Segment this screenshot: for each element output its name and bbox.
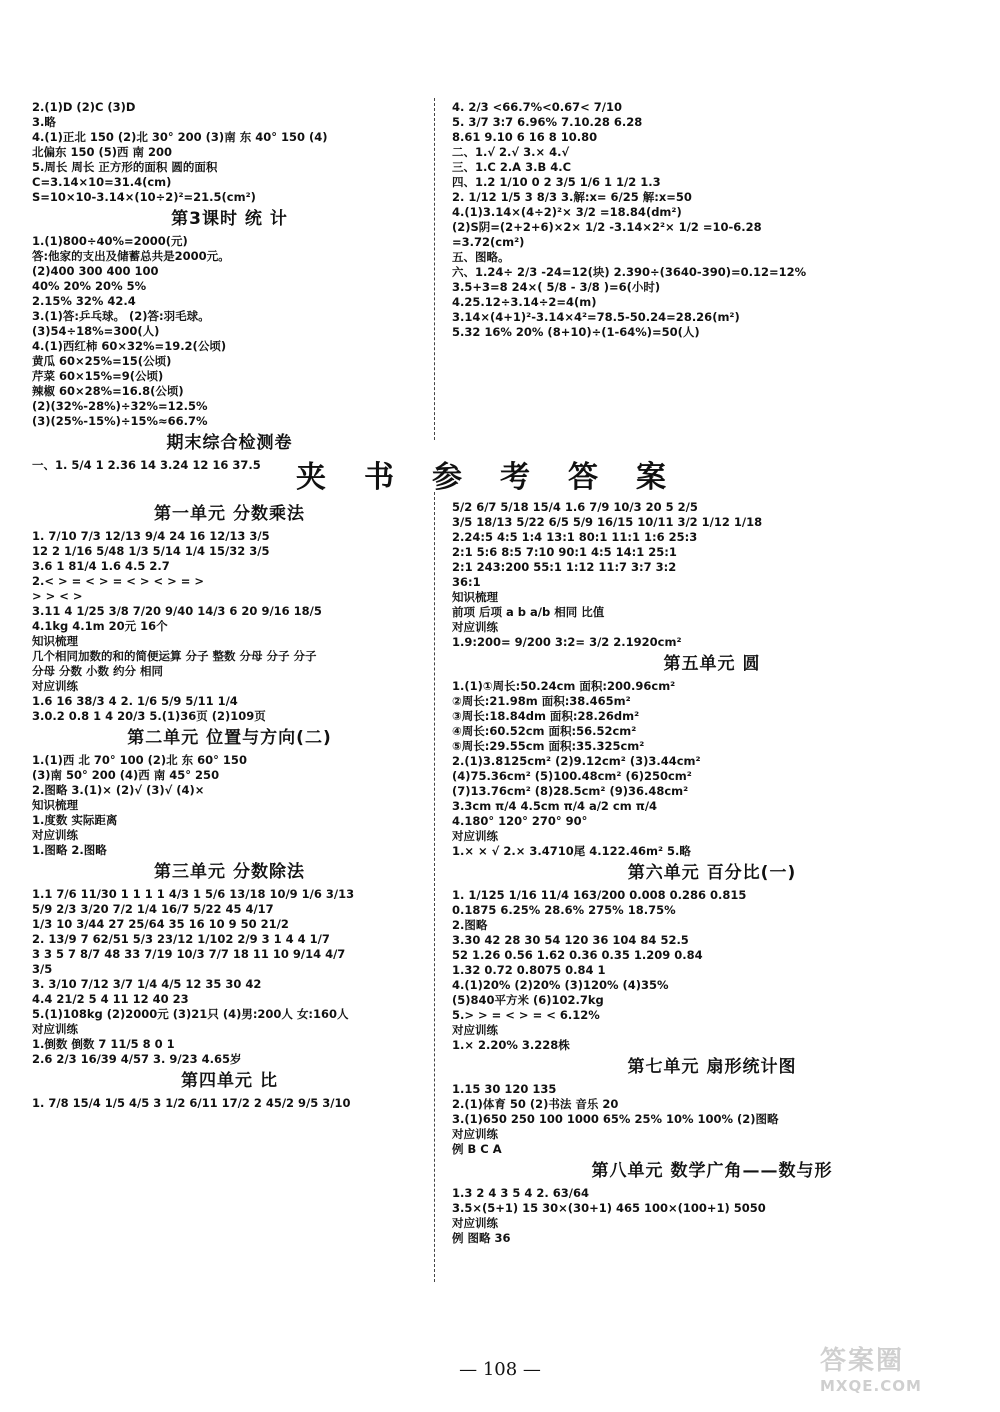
- answer-line: S=10×10-3.14×(10÷2)²=21.5(cm²): [32, 190, 256, 204]
- answer-line: 3.14×(4+1)²-3.14×4²=78.5-50.24=28.26(m²): [452, 310, 740, 324]
- answer-line: 黄瓜 60×25%=15(公顷): [32, 354, 172, 368]
- answer-line: 答:他家的支出及储蓄总共是2000元。: [32, 249, 230, 263]
- answer-line: 1. 1/125 1/16 11/4 163/200 0.008 0.286 0.815: [452, 888, 747, 902]
- answer-line: 3.0.2 0.8 1 4 20/3 5.(1)36页 (2)109页: [32, 709, 266, 723]
- answer-line: 知识梳理: [32, 634, 78, 648]
- answer-line: 1.(1)西 北 70° 100 (2)北 东 60° 150: [32, 753, 247, 767]
- answer-line: 辣椒 60×28%=16.8(公顷): [32, 384, 184, 398]
- answer-line: 5/2 6/7 5/18 15/4 1.6 7/9 10/3 20 5 2/5: [452, 500, 698, 514]
- answer-line: 1.1 7/6 11/30 1 1 1 1 4/3 1 5/6 13/18 10/9 1/6 3/13: [32, 887, 355, 901]
- page-number: — 108 —: [459, 1359, 541, 1380]
- answer-line: 3.30 42 28 30 54 120 36 104 84 52.5: [452, 933, 689, 947]
- column-divider-top: [434, 98, 435, 440]
- answer-line: 2. 1/12 1/5 3 8/3 3.解:x= 6/25 解:x=50: [452, 190, 692, 204]
- answer-line: 3.5+3=8 24×( 5/8 - 3/8 )=6(小时): [452, 280, 661, 294]
- column-divider-bottom: [434, 492, 435, 1282]
- answer-line: 1.15 30 120 135: [452, 1082, 557, 1096]
- answer-line: 4.(1)西红柿 60×32%=19.2(公顷): [32, 339, 227, 353]
- answer-line: 2.(1)D (2)C (3)D: [32, 100, 136, 114]
- answer-line: 六、1.24÷ 2/3 -24=12(块) 2.390÷(3640-390)=0.12=12%: [452, 265, 807, 279]
- answer-line: (3)54÷18%=300(人): [32, 324, 160, 338]
- answer-line: 4.180° 120° 270° 90°: [452, 814, 588, 828]
- answer-line: 3.11 4 1/25 3/8 7/20 9/40 14/3 6 20 9/16 18/5: [32, 604, 322, 618]
- answer-line: > > < >: [32, 589, 83, 603]
- answer-line: 芹菜 60×15%=9(公顷): [32, 369, 164, 383]
- answer-line: C=3.14×10=31.4(cm): [32, 175, 172, 189]
- answer-line: 1.× × √ 2.× 3.4710尾 4.122.46m² 5.略: [452, 844, 691, 858]
- answer-line: ③周长:18.84dm 面积:28.26dm²: [452, 709, 640, 723]
- section-heading: 第七单元 扇形统计图: [627, 1057, 797, 1077]
- answer-line: 1.9:200= 9/200 3:2= 3/2 2.1920cm²: [452, 635, 682, 649]
- answer-line: 5.32 16% 20% (8+10)÷(1-64%)=50(人): [452, 325, 700, 339]
- answer-line: 2:1 5:6 8:5 7:10 90:1 4:5 14:1 25:1: [452, 545, 677, 559]
- answer-line: 1.图略 2.图略: [32, 843, 107, 857]
- answer-line: 几个相同加数的和的简便运算 分子 整数 分母 分子 分子: [32, 649, 317, 663]
- answer-line: 2.6 2/3 16/39 4/57 3. 9/23 4.65岁: [32, 1052, 242, 1066]
- answer-line: 北偏东 150 (5)西 南 200: [32, 145, 173, 159]
- answer-line: (2)S阴=(2+2+6)×2× 1/2 -3.14×2²× 1/2 =10-6.28: [452, 220, 762, 234]
- answer-line: (7)13.76cm² (8)28.5cm² (9)36.48cm²: [452, 784, 689, 798]
- answer-line: 40% 20% 20% 5%: [32, 279, 147, 293]
- answer-line: 5.(1)108kg (2)2000元 (3)21只 (4)男:200人 女:160人: [32, 1007, 349, 1021]
- section-heading: 第五单元 圆: [663, 654, 761, 674]
- answer-line: 2.15% 32% 42.4: [32, 294, 136, 308]
- answer-line: 前项 后项 a b a/b 相同 比值: [452, 605, 605, 619]
- watermark-logo: 答案圈: [820, 1346, 905, 1376]
- answer-line: 2.图略 3.(1)× (2)√ (3)√ (4)×: [32, 783, 205, 797]
- answer-line: 1.3 2 4 3 5 4 2. 63/64: [452, 1186, 589, 1200]
- answer-line: 1/3 10 3/44 27 25/64 35 16 10 9 50 21/2: [32, 917, 289, 931]
- answer-line: 1. 7/8 15/4 1/5 4/5 3 1/2 6/11 17/2 2 45/2 9/5 3/10: [32, 1096, 351, 1110]
- answer-line: ④周长:60.52cm 面积:56.52cm²: [452, 724, 637, 738]
- answer-line: 2.图略: [452, 918, 488, 932]
- watermark-url: MXQE.COM: [820, 1377, 922, 1395]
- answer-line: 2.< > = < > = < > < > = >: [32, 574, 205, 588]
- answer-line: 2. 13/9 7 62/51 5/3 23/12 1/102 2/9 3 1 4 4 1/7: [32, 932, 330, 946]
- section-heading: 第二单元 位置与方向(二): [127, 728, 332, 748]
- answer-line: 3.略: [32, 115, 56, 129]
- answer-line: 知识梳理: [32, 798, 78, 812]
- answer-line: ⑤周长:29.55cm 面积:35.325cm²: [452, 739, 645, 753]
- answer-line: (3)(25%-15%)÷15%≈66.7%: [32, 414, 208, 428]
- answer-line: (3)南 50° 200 (4)西 南 45° 250: [32, 768, 220, 782]
- answer-line: 4. 2/3 <66.7%<0.67< 7/10: [452, 100, 622, 114]
- bottom-right-column: [452, 500, 972, 1246]
- answer-line: 对应训练: [32, 1022, 78, 1036]
- answer-line: (5)840平方米 (6)102.7kg: [452, 993, 604, 1007]
- answer-line: 5.周长 周长 正方形的面积 圆的面积: [32, 160, 218, 174]
- answer-line: (4)75.36cm² (5)100.48cm² (6)250cm²: [452, 769, 692, 783]
- answer-line: 52 1.26 0.56 1.62 0.36 0.35 1.209 0.84: [452, 948, 703, 962]
- main-title: 夹书参考答案: [296, 460, 704, 495]
- answer-line: 1.度数 实际距离: [32, 813, 118, 827]
- bottom-left-column: [32, 500, 427, 1111]
- answer-line: 8.61 9.10 6 16 8 10.80: [452, 130, 598, 144]
- answer-line: 3 3 5 7 8/7 48 33 7/19 10/3 7/7 18 11 10 9/14 4/7: [32, 947, 346, 961]
- section-heading: 第三单元 分数除法: [154, 862, 305, 882]
- answer-line: 五、图略。: [452, 250, 510, 264]
- answer-line: 对应训练: [452, 1127, 498, 1141]
- answer-line: 3.5×(5+1) 15 30×(30+1) 465 100×(100+1) 5050: [452, 1201, 766, 1215]
- answer-line: 1.32 0.72 0.8075 0.84 1: [452, 963, 606, 977]
- section-heading: 第八单元 数学广角——数与形: [591, 1161, 833, 1181]
- section-heading: 第3课时 统 计: [171, 209, 288, 229]
- answer-line: 3.(1)650 250 100 1000 65% 25% 10% 100% (2)图略: [452, 1112, 779, 1126]
- answer-line: 3/5: [32, 962, 53, 976]
- section-heading: 第一单元 分数乘法: [154, 504, 305, 524]
- answer-line: 3. 3/10 7/12 3/7 1/4 4/5 12 35 30 42: [32, 977, 262, 991]
- answer-line: (2)400 300 400 100: [32, 264, 159, 278]
- answer-line: 5. 3/7 3:7 6.96% 7.10.28 6.28: [452, 115, 643, 129]
- answer-line: 4.25.12÷3.14÷2=4(m): [452, 295, 597, 309]
- answer-line: =3.72(cm²): [452, 235, 525, 249]
- answer-line: 4.1kg 4.1m 20元 16个: [32, 619, 168, 633]
- answer-line: 例 B C A: [452, 1142, 502, 1156]
- answer-line: 3/5 18/13 5/22 6/5 5/9 16/15 10/11 3/2 1/12 1/18: [452, 515, 763, 529]
- answer-line: 1.倒数 倒数 7 11/5 8 0 1: [32, 1037, 175, 1051]
- answer-line: 12 2 1/16 5/48 1/3 5/14 1/4 15/32 3/5: [32, 544, 270, 558]
- answer-line: 4.(1)正北 150 (2)北 30° 200 (3)南 东 40° 150 (4): [32, 130, 328, 144]
- answer-line: 三、1.C 2.A 3.B 4.C: [452, 160, 572, 174]
- answer-line: ②周长:21.98m 面积:38.465m²: [452, 694, 631, 708]
- answer-line: 5/9 2/3 3/20 7/2 1/4 16/7 5/22 45 4/17: [32, 902, 274, 916]
- section-heading: 期末综合检测卷: [166, 433, 293, 453]
- answer-line: 1.(1)800÷40%=2000(元): [32, 234, 188, 248]
- answer-line: 对应训练: [452, 1216, 498, 1230]
- answer-line: 4.(1)20% (2)20% (3)120% (4)35%: [452, 978, 669, 992]
- answer-line: 分母 分数 小数 约分 相同: [32, 664, 164, 678]
- answer-line: 0.1875 6.25% 28.6% 275% 18.75%: [452, 903, 676, 917]
- top-left-column: [32, 100, 427, 473]
- answer-line: 3.3cm π/4 4.5cm π/4 a/2 cm π/4: [452, 799, 658, 813]
- answer-line: 3.(1)答:乒乓球。 (2)答:羽毛球。: [32, 309, 210, 323]
- answer-line: 对应训练: [452, 620, 498, 634]
- answer-line: 2.(1)体育 50 (2)书法 音乐 20: [452, 1097, 619, 1111]
- answer-line: 知识梳理: [452, 590, 498, 604]
- answer-line: 一、1. 5/4 1 2.36 14 3.24 12 16 37.5: [32, 458, 261, 472]
- section-heading: 第四单元 比: [181, 1071, 278, 1091]
- answer-line: 36:1: [452, 575, 481, 589]
- answer-line: 1.× 2.20% 3.228株: [452, 1038, 570, 1052]
- answer-line: 3.6 1 81/4 1.6 4.5 2.7: [32, 559, 170, 573]
- answer-line: 对应训练: [452, 1023, 498, 1037]
- answer-line: 1.6 16 38/3 4 2. 1/6 5/9 5/11 1/4: [32, 694, 238, 708]
- answer-line: 5.> > = < > = < 6.12%: [452, 1008, 600, 1022]
- answer-line: 例 图略 36: [452, 1231, 511, 1245]
- answer-line: 对应训练: [452, 829, 498, 843]
- top-right-column: [452, 100, 972, 340]
- answer-line: 四、1.2 1/10 0 2 3/5 1/6 1 1/2 1.3: [452, 175, 661, 189]
- answer-line: 对应训练: [32, 828, 78, 842]
- answer-line: 2.(1)3.8125cm² (2)9.12cm² (3)3.44cm²: [452, 754, 701, 768]
- answer-line: 1. 7/10 7/3 12/13 9/4 24 16 12/13 3/5: [32, 529, 270, 543]
- answer-line: (2)(32%-28%)÷32%=12.5%: [32, 399, 208, 413]
- answer-line: 1.(1)①周长:50.24cm 面积:200.96cm²: [452, 679, 676, 693]
- answer-line: 4.4 21/2 5 4 11 12 40 23: [32, 992, 189, 1006]
- answer-line: 二、1.√ 2.√ 3.× 4.√: [452, 145, 570, 159]
- answer-line: 2.24:5 4:5 1:4 13:1 80:1 11:1 1:6 25:3: [452, 530, 698, 544]
- answer-line: 对应训练: [32, 679, 78, 693]
- answer-line: 4.(1)3.14×(4÷2)²× 3/2 =18.84(dm²): [452, 205, 682, 219]
- section-heading: 第六单元 百分比(一): [627, 863, 797, 883]
- answer-line: 2:1 243:200 55:1 1:12 11:7 3:7 3:2: [452, 560, 677, 574]
- watermark: [820, 1340, 990, 1405]
